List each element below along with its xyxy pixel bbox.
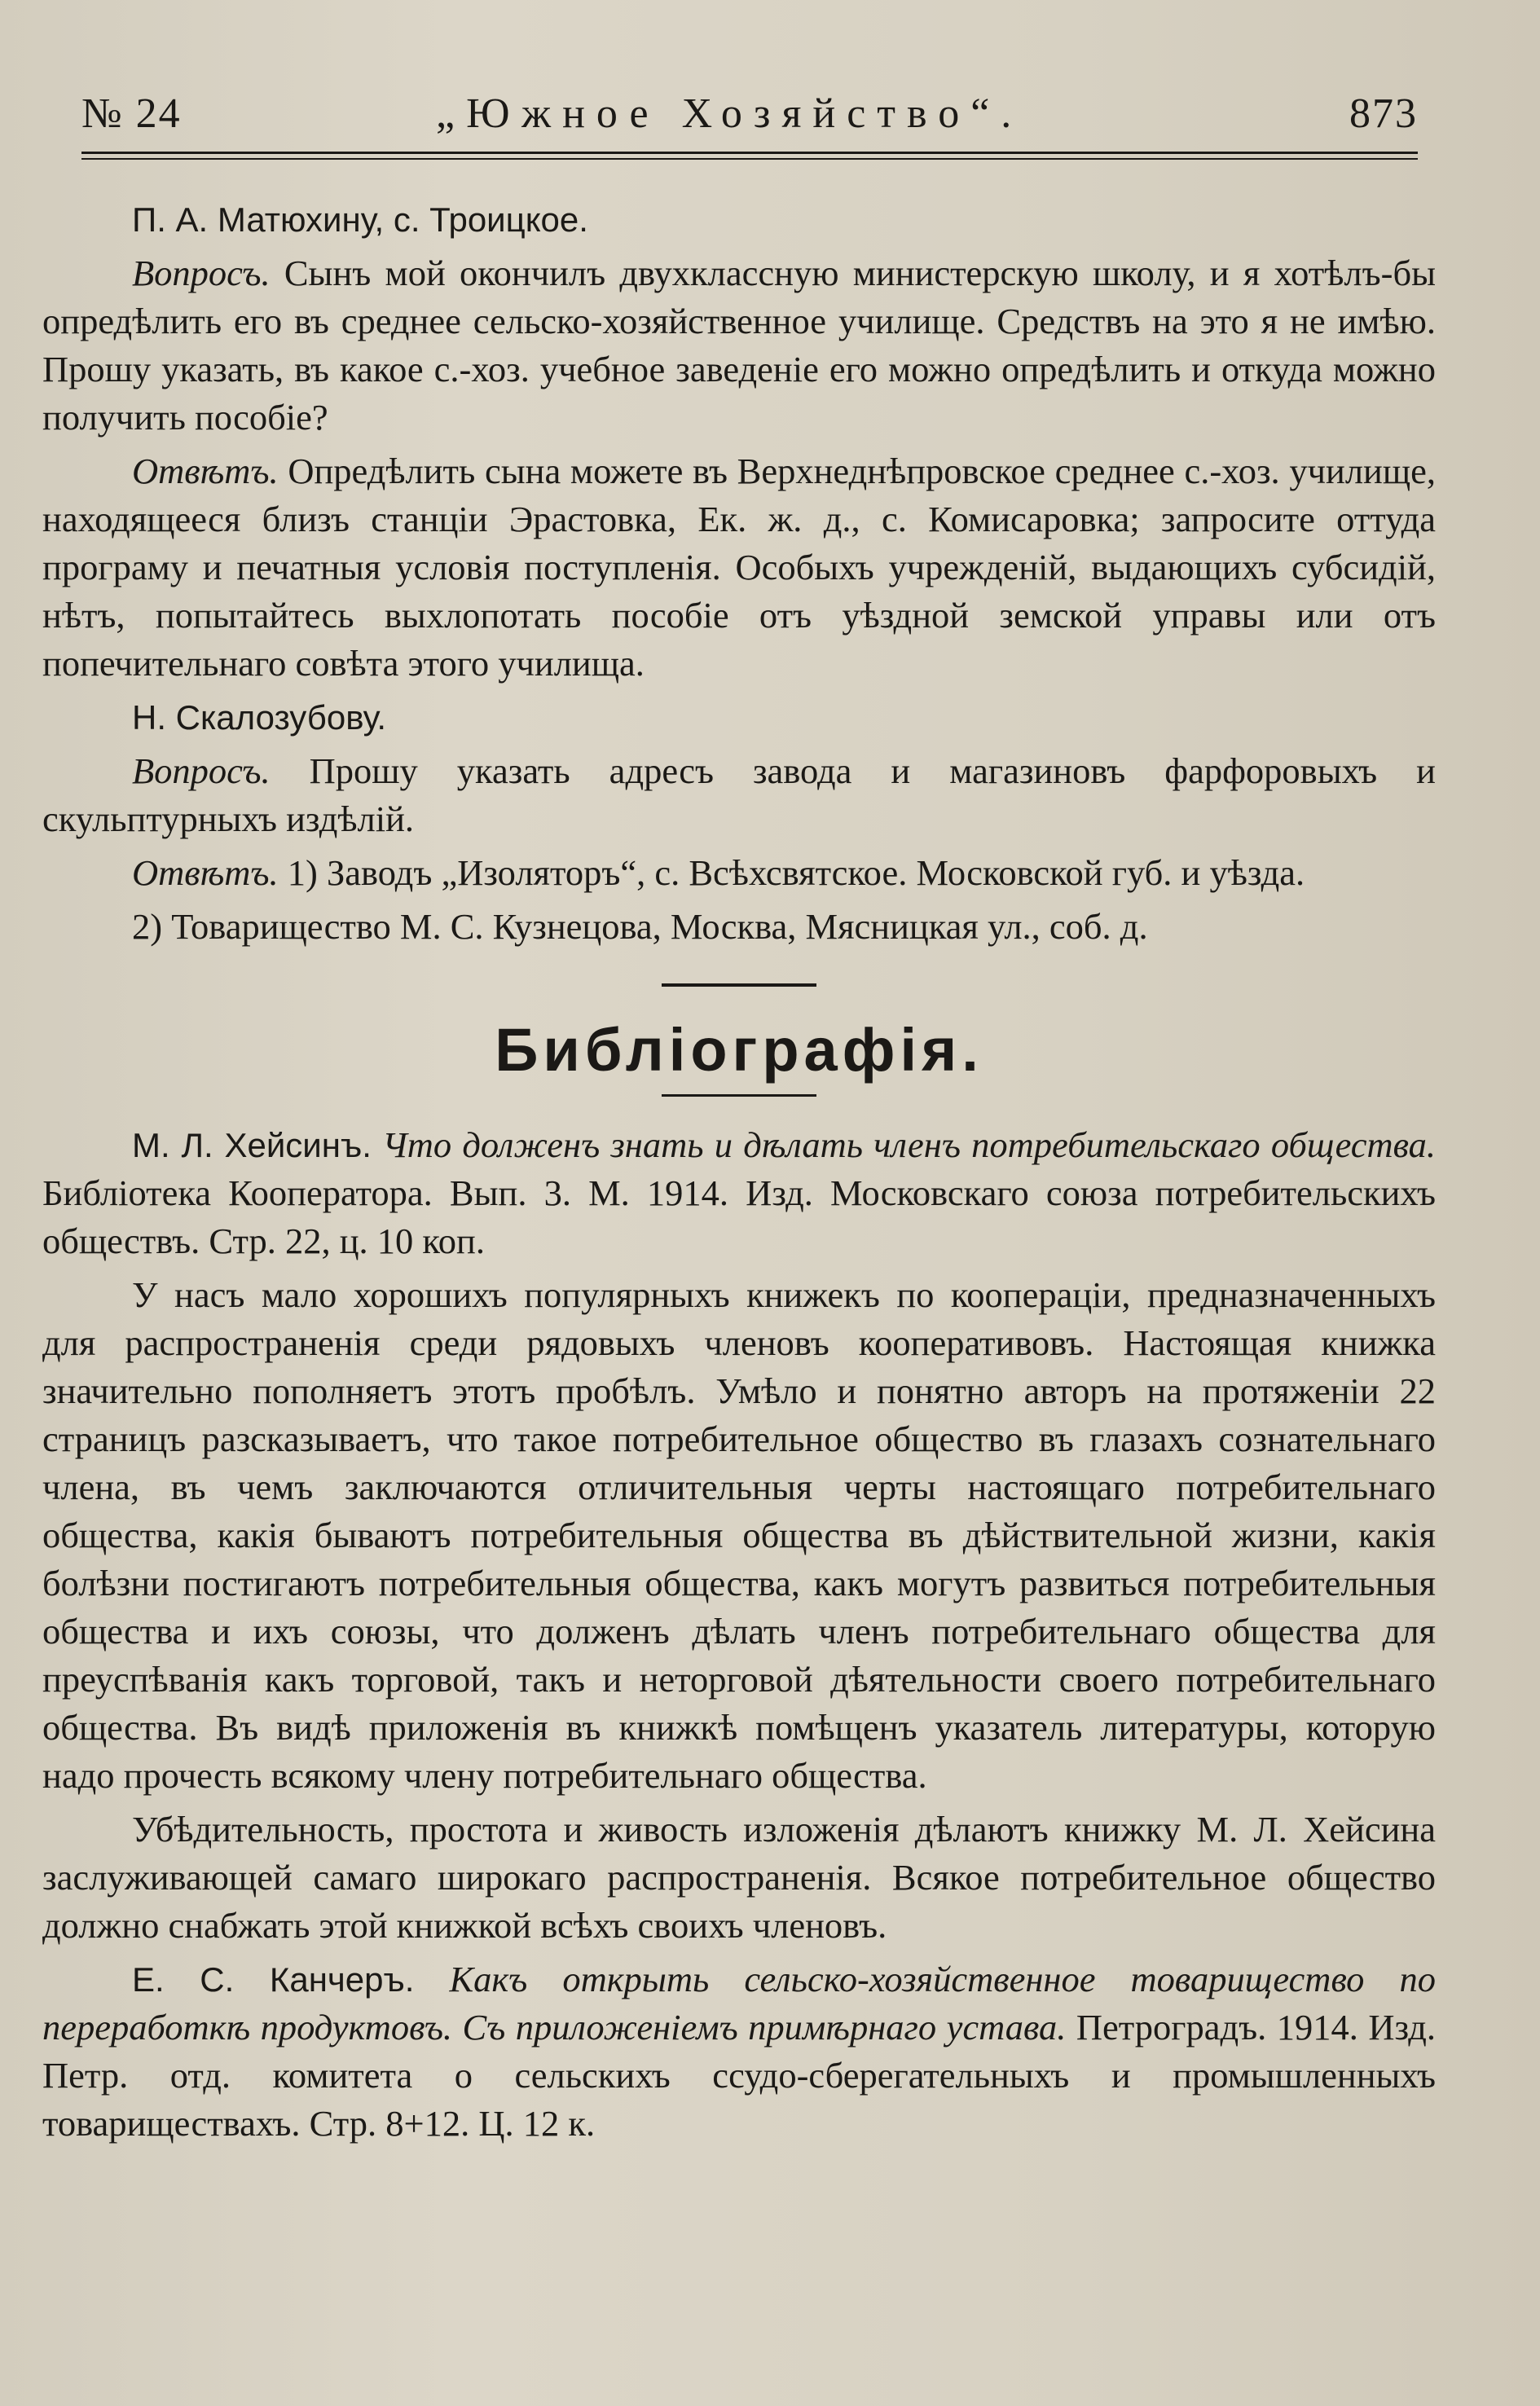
qa2-answer-text: 1) Заводъ „Изоляторъ“, с. Всѣхсвятское. Московской губ. и уѣзда. — [287, 852, 1305, 893]
review1-pub-info: Библiотека Кооператора. Вып. 3. М. 1914. Изд. Московскаго союза потребительскихъ обществъ. Стр. 22, ц. 10 коп. — [42, 1172, 1436, 1261]
review1-book-title: Что долженъ знать и дѣлать членъ потребительскаго общества. — [382, 1124, 1437, 1165]
header-rule — [81, 152, 1418, 154]
issue-number: № 24 — [81, 90, 182, 137]
qa1-answer — [42, 447, 1436, 688]
review1-author: М. Л. Хейсинъ. — [132, 1126, 372, 1164]
qa2-answer-item2: 2) Товарищество М. С. Кузнецова, Москва, Мясницкая ул., соб. д. — [132, 906, 1148, 947]
review1-citation — [42, 1121, 1436, 1265]
page-body — [42, 196, 1436, 2148]
review2-citation — [42, 1955, 1436, 2148]
review2-author: Е. С. Канчеръ. — [132, 1960, 415, 1999]
section-title: Библiографiя. — [495, 1016, 983, 1084]
qa2-answer — [42, 849, 1436, 897]
qa2-question — [42, 747, 1436, 843]
journal-title: „Южное Хозяйство“. — [436, 90, 1023, 137]
page-number: 873 — [1349, 90, 1418, 137]
section-divider — [662, 983, 816, 987]
qa1-addressee: П. А. Матюхину, с. Троицкое. — [132, 200, 588, 239]
qa1-answer-label: Отвѣтъ. — [132, 451, 279, 491]
review1-paragraph-2: Убѣдительность, простота и живость изложенiя дѣлаютъ книжку М. Л. Хейсина заслуживающей самаго широкаго распространенiя. Всякое потребительное общество должно снабжать этой книжкой всѣхъ своихъ членовъ. — [42, 1809, 1436, 1946]
page-header — [81, 90, 1418, 155]
review1-paragraph-1: У насъ мало хорошихъ популярныхъ книжекъ по кооперацiи, предназначенныхъ для распространенiя среди рядовыхъ членовъ кооперативовъ. Настоящая книжка значительно пополняетъ этотъ пробѣлъ. Умѣло и понятно авторъ на протяженiи 22 страницъ разсказываетъ, что такое потребительное общество въ глазахъ сознательнаго члена, въ чемъ заключаются отличительныя черты настоящаго потребительнаго общества, какiя бываютъ потребительныя общества въ дѣйствительной жизни, какiя болѣзни постигаютъ потребительныя общества, какъ могутъ развиться потребительныя общества и ихъ союзы, что долженъ дѣлать членъ потребительнаго общества для преуспѣванiя какъ торговой, такъ и неторговой дѣятельности своего потребительнаго общества. Въ видѣ приложенiя въ книжкѣ помѣщенъ указатель литературы, которую надо прочесть всякому члену потребительнаго общества. — [42, 1274, 1436, 1796]
qa1-answer-text: Опредѣлить сына можете въ Верхнеднѣпровское среднее с.-хоз. училище, находящееся близъ станцiи Эрастовка, Ек. ж. д., с. Комисаровка; запросите оттуда програму и печатныя условiя поступленiя. Особыхъ учрежденiй, выдающихъ субсидiй, нѣтъ, попытайтесь выхлопотать пособiе отъ уѣздной земской управы или отъ попечительнаго совѣта этого училища. — [42, 451, 1437, 684]
qa2-question-label: Вопросъ. — [132, 750, 271, 791]
qa2-addressee: Н. Скалозубову. — [132, 698, 387, 737]
review2-book-title: Какъ открыть сельско-хозяйственное товарищество по переработкѣ продуктовъ. Съ приложенiемъ примѣрнаго устава. — [42, 1959, 1436, 2048]
qa2-answer-label: Отвѣтъ. — [132, 852, 279, 893]
header-rule-thin — [81, 158, 1418, 160]
section-divider-lower — [662, 1094, 816, 1097]
qa1-question — [42, 249, 1436, 442]
qa2-question-text: Прошу указать адресъ завода и магазиновъ фарфоровыхъ и скульптурныхъ издѣлiй. — [42, 750, 1436, 839]
qa1-question-text: Сынъ мой окончилъ двухклассную министерскую школу, и я хотѣлъ-бы опредѣлить его въ среднее сельско-хозяйственное училище. Средствъ на это я не имѣю. Прошу указать, въ какое с.-хоз. учебное заведенiе его можно опредѣлить и откуда можно получить пособiе? — [42, 253, 1436, 438]
qa1-question-label: Вопросъ. — [132, 253, 271, 293]
review2-pub-info: Петроградъ. 1914. Изд. Петр. отд. комитета о сельскихъ ссудо-сберегательныхъ и промышленныхъ товариществахъ. Стр. 8+12. Ц. 12 к. — [42, 2007, 1436, 2144]
